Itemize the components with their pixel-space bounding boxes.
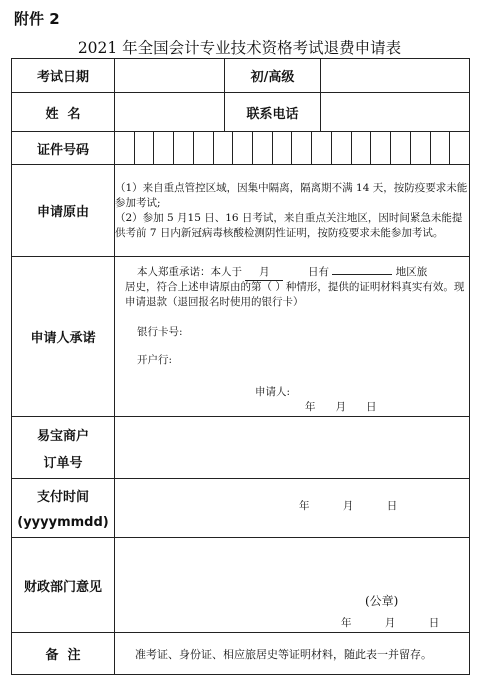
id-digit-cell[interactable] (331, 132, 351, 164)
order-label-line2: 订单号 (43, 455, 83, 471)
row-order-number (12, 417, 470, 479)
month-label: 月 (259, 265, 270, 278)
row-reason (12, 165, 470, 257)
month-blank[interactable] (245, 265, 283, 281)
reason-label: 申请原由 (12, 165, 115, 257)
id-digit-cell[interactable] (291, 132, 311, 164)
phone-field[interactable] (321, 93, 470, 132)
payment-label-line2: (yyyymmdd) (17, 515, 109, 530)
commitment-text: 本人郑重承诺：本人于 (137, 265, 242, 278)
id-digit-cell[interactable] (410, 132, 430, 164)
payment-time-field[interactable] (115, 479, 470, 538)
row-finance-opinion (12, 538, 470, 633)
payment-time-label (12, 479, 115, 538)
form-title: 2021 年全国会计专业技术资格考试退费申请表 (77, 39, 402, 57)
finance-opinion-label: 财政部门意见 (12, 538, 115, 633)
exam-date-label: 考试日期 (12, 59, 115, 93)
id-digit-cell[interactable] (272, 132, 292, 164)
id-digit-cell[interactable] (115, 132, 134, 164)
id-digit-cell[interactable] (173, 132, 193, 164)
name-field[interactable] (115, 93, 225, 132)
id-number-label: 证件号码 (12, 132, 115, 165)
reason-item-2: （2）参加 5 月15 日、16 日考试，来自重点关注地区，因时间紧急未能提供考前 7 日内新冠病毒核酸检测阴性证明，按防疫要求未能参加考试。 (115, 211, 463, 239)
refund-application-form (11, 58, 470, 675)
level-field[interactable] (321, 59, 470, 93)
name-label: 姓 名 (12, 93, 115, 132)
order-number-label (12, 417, 115, 479)
day-label: 日有 (308, 265, 330, 278)
finance-date: 年 月 日 (341, 617, 440, 629)
official-seal-label: (公章) (365, 594, 399, 608)
level-label: 初/高级 (225, 59, 321, 93)
remarks-text: 准考证、身份证、相应旅居史等证明材料，随此表一并留存。 (115, 633, 470, 675)
row-name (12, 93, 470, 132)
id-digit-cell[interactable] (370, 132, 390, 164)
id-digit-cell[interactable] (390, 132, 410, 164)
payment-date: 年 月 日 (299, 500, 398, 512)
id-digit-cell[interactable] (252, 132, 272, 164)
commitment-label: 申请人承诺 (12, 257, 115, 417)
applicant-date: 年 月 日 (305, 400, 377, 413)
payment-label-line1: 支付时间 (36, 490, 89, 505)
commitment-line-1 (137, 265, 467, 281)
row-id-number (12, 132, 470, 165)
row-exam-date (12, 59, 470, 93)
id-digit-cell[interactable] (449, 132, 469, 164)
exam-date-field[interactable] (115, 59, 225, 93)
id-digit-cell[interactable] (193, 132, 213, 164)
attachment-label: 附件 2 (14, 10, 60, 28)
applicant-label: 申请人: (255, 385, 291, 398)
reason-text (115, 165, 470, 257)
region-label: 地区旅 (395, 265, 428, 278)
id-number-cells[interactable] (115, 132, 470, 165)
commitment-cell (115, 257, 470, 417)
id-digit-cell[interactable] (134, 132, 154, 164)
bank-card-label: 银行卡号: (137, 325, 183, 338)
finance-opinion-field[interactable] (115, 538, 470, 633)
id-digit-cell[interactable] (430, 132, 450, 164)
order-label-line1: 易宝商户 (36, 428, 89, 444)
id-digit-cell[interactable] (213, 132, 233, 164)
phone-label: 联系电话 (225, 93, 321, 132)
order-number-field[interactable] (115, 417, 470, 479)
id-digit-cell[interactable] (232, 132, 252, 164)
id-digit-cell[interactable] (153, 132, 173, 164)
row-commitment (12, 257, 470, 417)
reason-item-1: （1）来自重点管控区域，因集中隔离，隔离期不满 14 天，按防疫要求未能参加考试; (115, 181, 468, 209)
id-digit-cell[interactable] (311, 132, 331, 164)
region-blank[interactable] (332, 274, 392, 275)
row-remarks (12, 633, 470, 675)
bank-branch-label: 开户行: (137, 353, 173, 366)
remarks-label: 备 注 (12, 633, 115, 675)
id-digit-cell[interactable] (351, 132, 371, 164)
commitment-text-2: 居史，符合上述申请原由的第（ ）种情形，提供的证明材料真实有效。现申请退款（退回报名时使用的银行卡） (125, 280, 465, 308)
row-payment-time (12, 479, 470, 538)
